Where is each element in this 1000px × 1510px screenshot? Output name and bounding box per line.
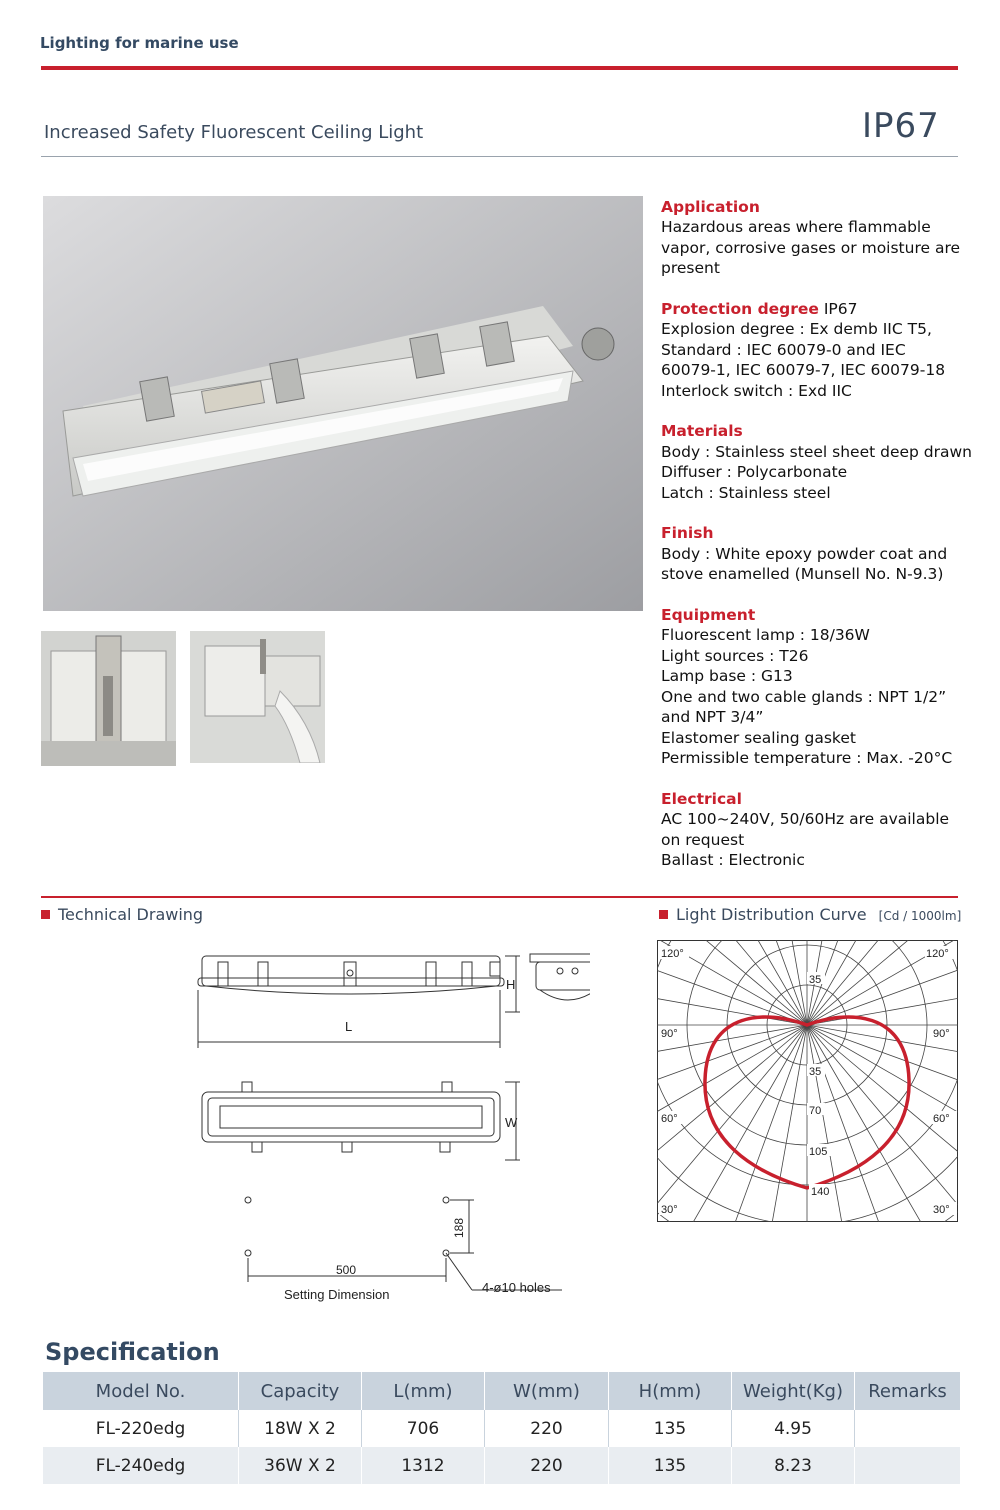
spec-line: Hazardous areas where flammable [661, 218, 931, 237]
light-distribution-curve [657, 940, 958, 1222]
spec-line: and NPT 3/4” [661, 708, 764, 727]
column-header: Capacity [239, 1372, 362, 1410]
spec-line: Light sources : T26 [661, 646, 809, 665]
table-cell: 18W X 2 [239, 1410, 362, 1447]
equipment-heading: Equipment [661, 606, 756, 625]
width-label: W [505, 1115, 518, 1130]
column-header: Weight(Kg) [732, 1372, 855, 1410]
light-distribution-title [659, 905, 961, 924]
angle-label-90-right: 90° [933, 1028, 950, 1040]
spacing-vertical-label: 188 [452, 1217, 466, 1238]
angle-label-60-left: 60° [661, 1113, 678, 1125]
spec-line: Permissible temperature : Max. -20°C [661, 748, 953, 767]
column-header: Remarks [855, 1372, 961, 1410]
table-cell: 1312 [362, 1447, 485, 1484]
spec-line: vapor, corrosive gases or moisture are [661, 238, 961, 257]
spec-line: Body : White epoxy powder coat and [661, 544, 948, 563]
radial-label: 35 [809, 974, 822, 986]
specification-table [43, 1372, 960, 1484]
table-header-row [43, 1372, 960, 1410]
equipment-section [661, 605, 981, 768]
angle-label-30-right: 30° [933, 1204, 950, 1216]
electrical-section [661, 789, 981, 871]
category-label: Lighting for marine use [40, 34, 239, 52]
height-label: H [506, 977, 516, 992]
table-cell: 135 [609, 1410, 732, 1447]
holes-label: 4-ø10 holes [482, 1280, 551, 1295]
spec-line: Fluorescent lamp : 18/36W [661, 626, 870, 645]
angle-label-30-left: 30° [661, 1204, 678, 1216]
angle-label-90-left: 90° [661, 1028, 678, 1040]
light-distribution-label: Light Distribution Curve [676, 905, 867, 924]
materials-section [661, 421, 981, 503]
table-cell: 36W X 2 [239, 1447, 362, 1484]
table-row [43, 1447, 960, 1484]
detail-photo-1 [41, 631, 176, 766]
finish-heading: Finish [661, 524, 714, 543]
table-row [43, 1410, 960, 1447]
spec-line: Lamp base : G13 [661, 667, 793, 686]
spec-line: Explosion degree : Ex demb IIC T5, [661, 320, 932, 339]
table-cell: 135 [609, 1447, 732, 1484]
spec-line: Elastomer sealing gasket [661, 728, 856, 747]
top-divider [41, 66, 958, 70]
spec-line: AC 100~240V, 50/60Hz are available [661, 810, 950, 829]
table-cell: 706 [362, 1410, 485, 1447]
column-header: W(mm) [485, 1372, 609, 1410]
materials-heading: Materials [661, 422, 743, 441]
table-cell: 220 [485, 1410, 609, 1447]
spec-line: 60079-1, IEC 60079-7, IEC 60079-18 [661, 361, 946, 380]
table-cell [855, 1447, 961, 1484]
light-distribution-unit: [Cd / 1000lm] [878, 909, 962, 923]
spec-line: One and two cable glands : NPT 1/2” [661, 687, 947, 706]
application-heading: Application [661, 198, 760, 216]
ip-rating: IP67 [862, 106, 940, 146]
radial-label: 70 [809, 1105, 822, 1117]
spec-line: on request [661, 830, 745, 849]
spacing-horizontal-label: 500 [336, 1263, 357, 1277]
spec-line: Ballast : Electronic [661, 850, 805, 869]
table-cell [855, 1410, 961, 1447]
technical-drawing-label: Technical Drawing [58, 905, 204, 924]
square-bullet-icon [659, 910, 668, 919]
protection-value: IP67 [818, 300, 858, 319]
table-cell: 8.23 [732, 1447, 855, 1484]
section-divider [41, 896, 958, 898]
spec-line: Body : Stainless steel sheet deep drawn [661, 442, 972, 461]
radial-label: 35 [809, 1066, 822, 1078]
protection-section [661, 299, 981, 401]
table-cell: FL-240edg [43, 1447, 239, 1484]
table-cell: 220 [485, 1447, 609, 1484]
radial-label: 140 [811, 1186, 830, 1198]
angle-label-120-right: 120° [926, 948, 949, 960]
length-label: L [345, 1019, 353, 1034]
spec-line: Latch : Stainless steel [661, 483, 831, 502]
angle-label-60-right: 60° [933, 1113, 950, 1125]
spec-line: Standard : IEC 60079-0 and IEC [661, 340, 906, 359]
radial-label: 105 [809, 1146, 828, 1158]
technical-drawing [190, 940, 590, 1310]
product-title: Increased Safety Fluorescent Ceiling Light [44, 122, 424, 143]
spec-line: Diffuser : Polycarbonate [661, 463, 848, 482]
technical-drawing-title [41, 905, 203, 924]
detail-photo-2 [190, 631, 325, 763]
angle-label-120-left: 120° [661, 948, 684, 960]
table-cell: 4.95 [732, 1410, 855, 1447]
spec-line: Interlock switch : Exd IIC [661, 381, 852, 400]
title-divider [41, 156, 958, 157]
table-cell: FL-220edg [43, 1410, 239, 1447]
product-photo [43, 196, 643, 611]
column-header: Model No. [43, 1372, 239, 1410]
spec-details [661, 197, 981, 891]
specification-title: Specification [45, 1338, 220, 1366]
spec-line: present [661, 259, 720, 278]
protection-heading: Protection degree [661, 300, 819, 319]
electrical-heading: Electrical [661, 789, 742, 808]
finish-section [661, 523, 981, 584]
application-section [661, 197, 981, 279]
column-header: L(mm) [362, 1372, 485, 1410]
spec-line: stove enamelled (Munsell No. N-9.3) [661, 565, 944, 584]
column-header: H(mm) [609, 1372, 732, 1410]
setting-dimension-caption: Setting Dimension [284, 1287, 390, 1302]
square-bullet-icon [41, 910, 50, 919]
